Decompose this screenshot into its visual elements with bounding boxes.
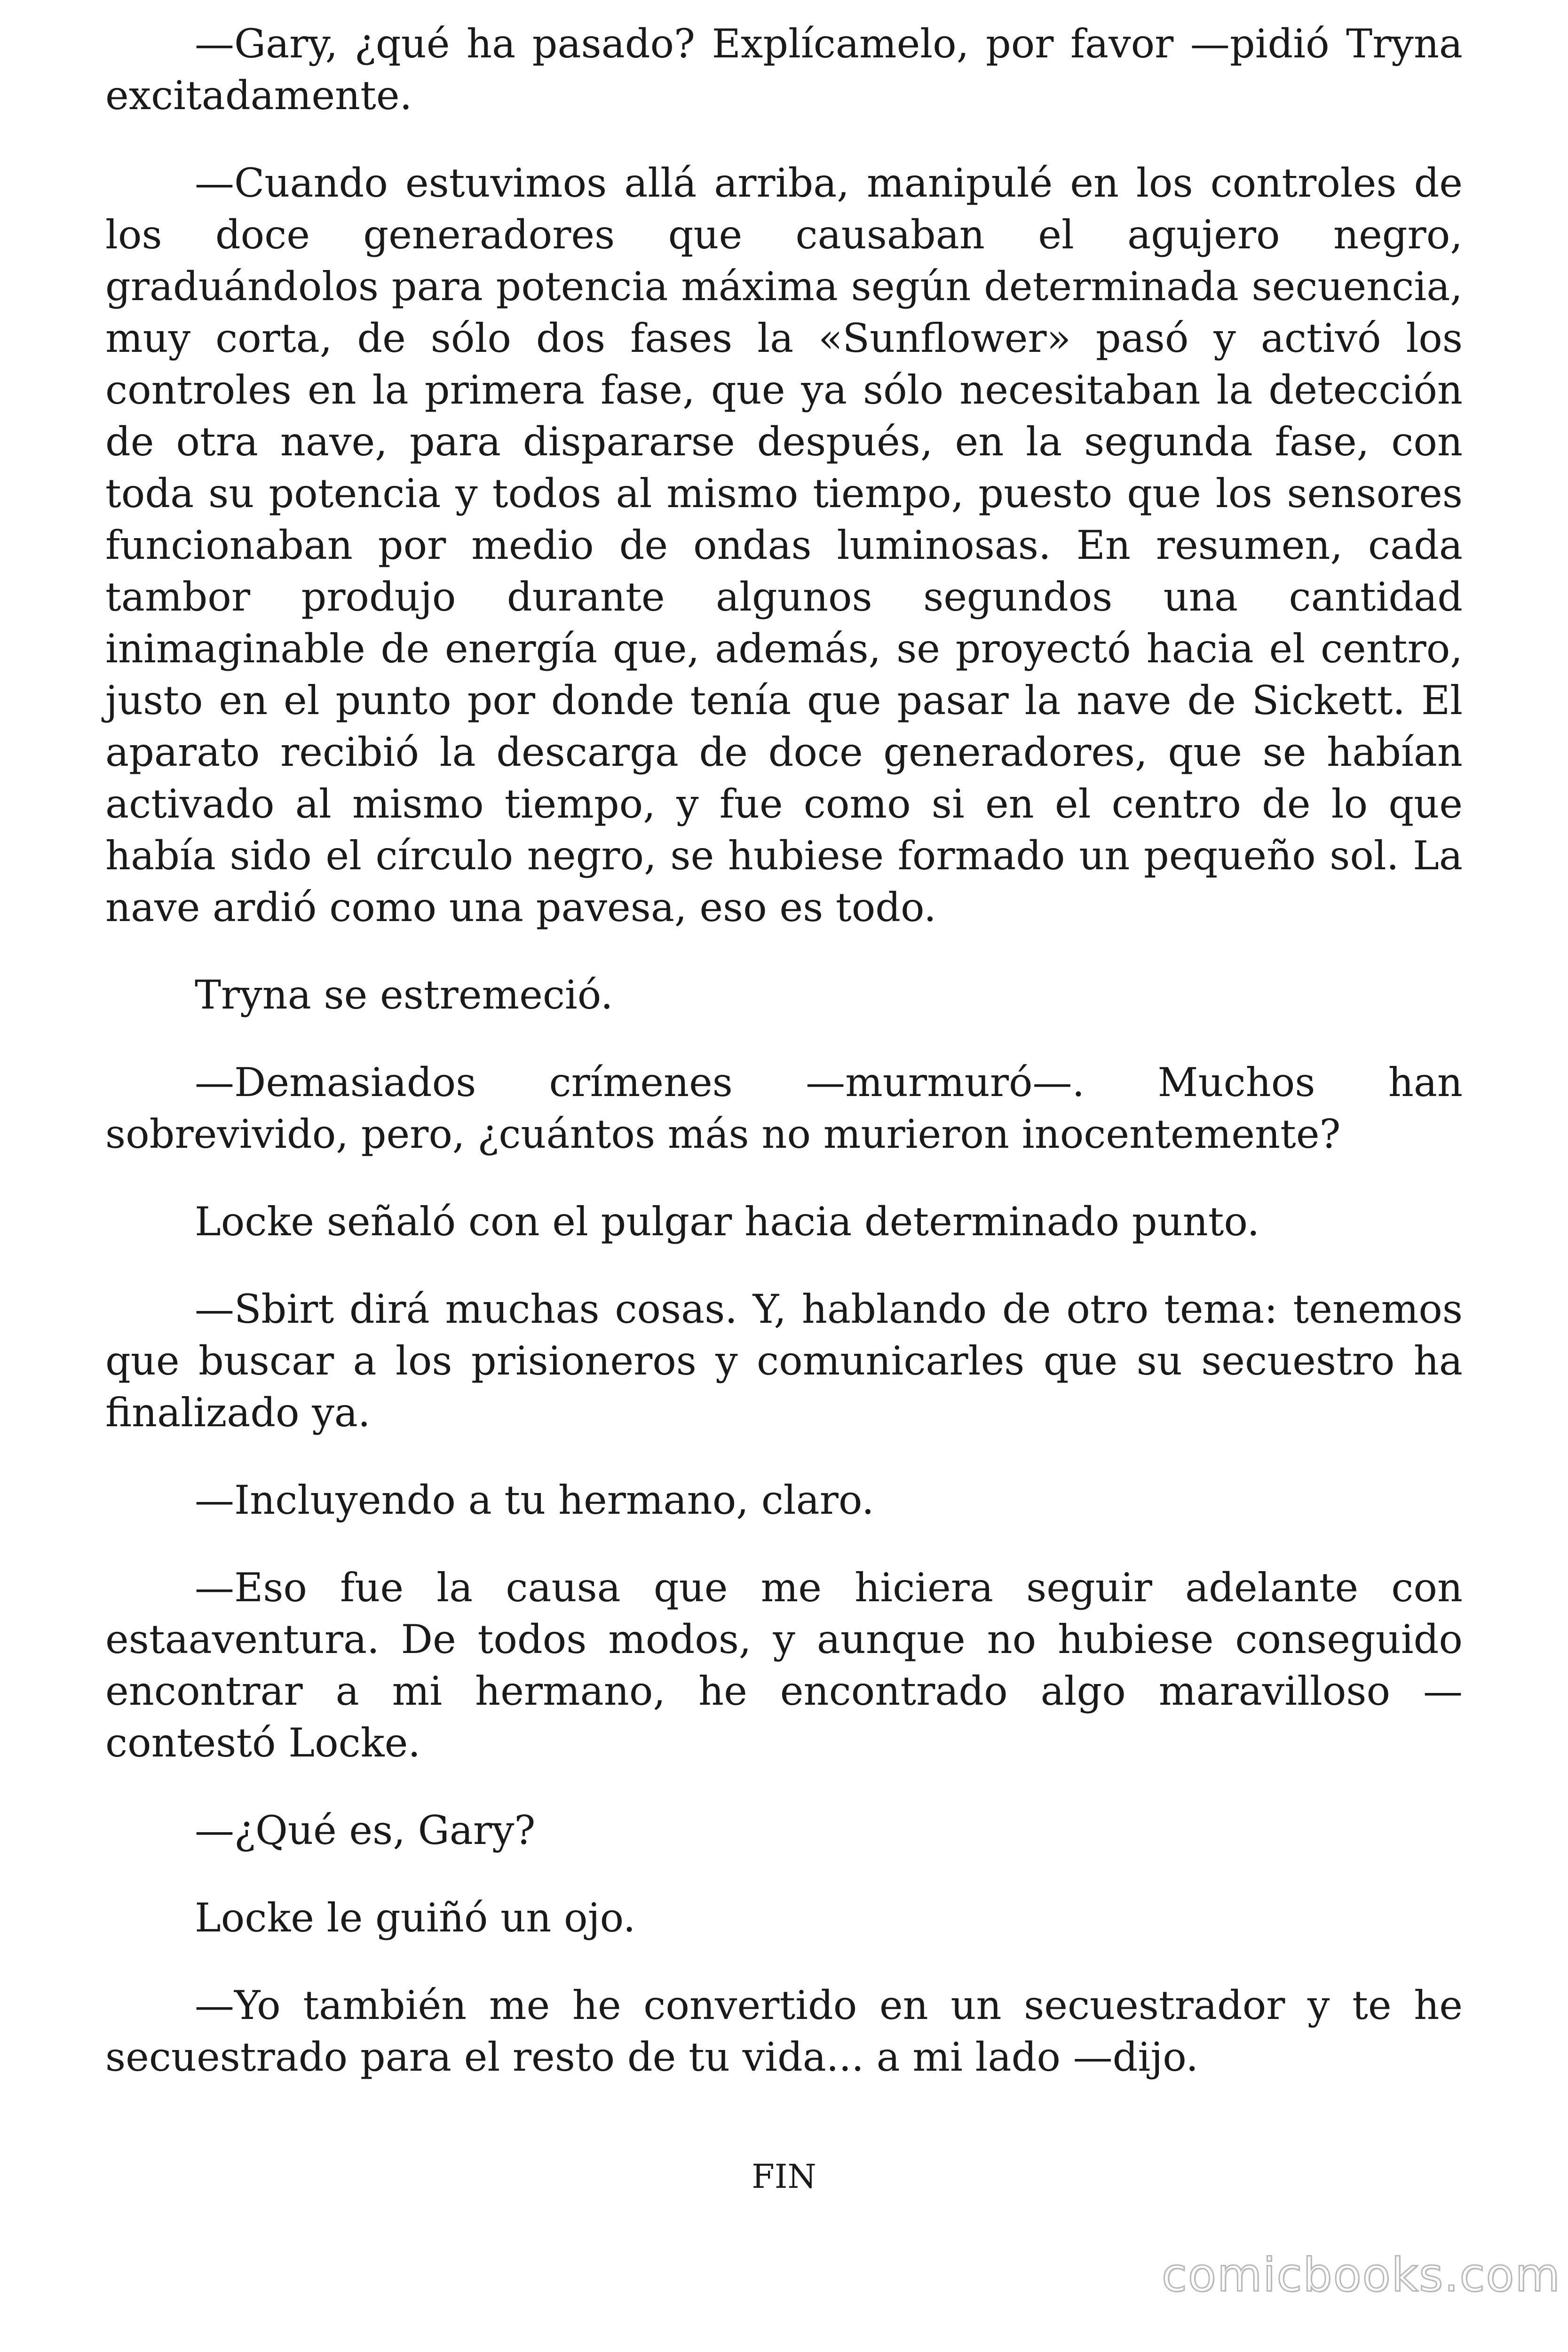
page-body	[105, 18, 1463, 2119]
paragraph: —Gary, ¿qué ha pasado? Explícamelo, por favor —pidió Tryna excitadamente.	[105, 21, 1463, 119]
paragraph: —Sbirt dirá muchas cosas. Y, hablando de otro tema: tenemos que buscar a los prisioneros y comunicarles que su secuestro ha finalizado ya.	[105, 1286, 1463, 1436]
paragraph: —¿Qué es, Gary?	[195, 1807, 536, 1853]
paragraph: —Incluyendo a tu hermano, claro.	[195, 1477, 874, 1523]
paragraph: Tryna se estremeció.	[195, 972, 613, 1018]
paragraph: Locke le guiñó un ojo.	[195, 1895, 636, 1941]
paragraph: —Demasiados crímenes —murmuró—. Muchos han sobrevivido, pero, ¿cuántos más no murieron inocentemente?	[105, 1059, 1463, 1157]
watermark: comicbooks.com	[1162, 2249, 1561, 2302]
paragraph: —Yo también me he convertido en un secuestrador y te he secuestrado para el resto de tu vida... a mi lado —dijo.	[105, 1982, 1463, 2080]
paragraph: Locke señaló con el pulgar hacia determinado punto.	[195, 1199, 1260, 1245]
paragraph: —Cuando estuvimos allá arriba, manipulé en los controles de los doce generadores que causaban el agujero negro, graduándolos para potencia máxima según determinada secuencia, muy corta, de sólo dos fases la «Sunflower» pasó y activó los controles en la primera fase, que ya sólo necesitaban la detección de otra nave, para dispararse después, en la segunda fase, con toda su potencia y todos al mismo tiempo, puesto que los sensores funcionaban por medio de ondas luminosas. En resumen, cada tambor produjo durante algunos segundos una cantidad inimaginable de energía que, además, se proyectó hacia el centro, justo en el punto por donde tenía que pasar la nave de Sickett. El aparato recibió la descarga de doce generadores, que se habían activado al mismo tiempo, y fue como si en el centro de lo que había sido el círculo negro, se hubiese formado un pequeño sol. La nave ardió como una pavesa, eso es todo.	[105, 160, 1463, 930]
end-marker: FIN	[752, 2157, 816, 2196]
paragraph: —Eso fue la causa que me hiciera seguir adelante con estaaventura. De todos modos, y aunque no hubiese conseguido encontrar a mi hermano, he encontrado algo maravilloso —contestó Locke.	[105, 1565, 1463, 1766]
